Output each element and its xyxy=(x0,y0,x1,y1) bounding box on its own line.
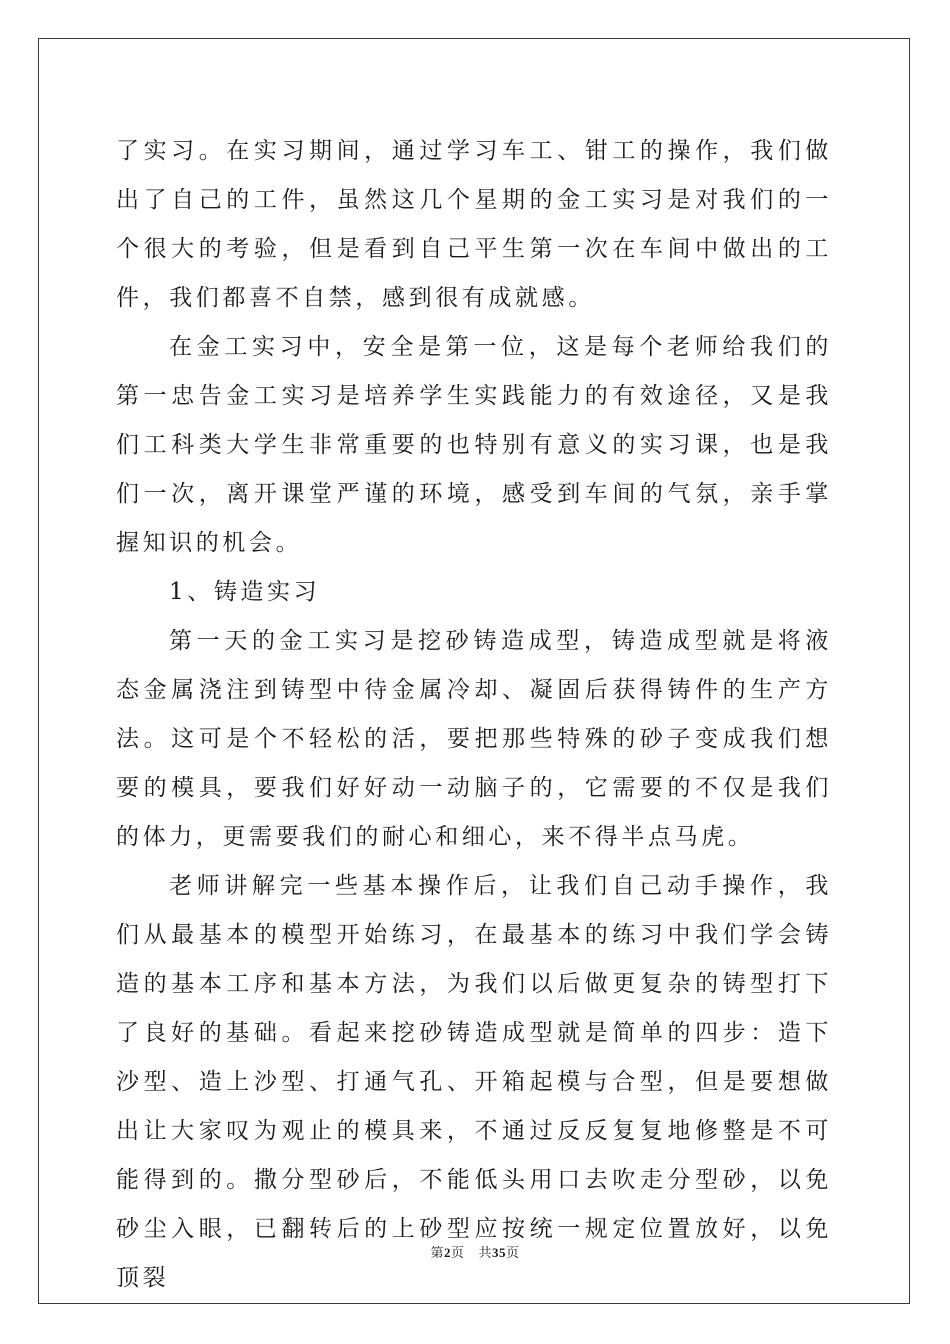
document-body xyxy=(116,127,832,1303)
total-prefix: 共 xyxy=(478,1246,493,1261)
page-number: 2 xyxy=(443,1245,451,1260)
total-suffix: 页 xyxy=(506,1246,520,1261)
section-heading-casting: 1、铸造实习 xyxy=(169,579,321,605)
page-suffix: 页 xyxy=(450,1246,465,1261)
paragraph-safety: 在金工实习中，安全是第一位，这是每个老师给我们的第一忠告金工实习是培养学生实践能力的有效途径，又是我们工科类大学生非常重要的也特别有意义的实习课，也是我们一次，离开课堂严谨的环境，感受到车间的气氛，亲手掌握知识的机会。 xyxy=(116,334,832,556)
page-footer xyxy=(0,1242,950,1261)
paragraph-practice: 老师讲解完一些基本操作后，让我们自己动手操作，我们从最基本的模型开始练习，在最基本的练习中我们学会铸造的基本工序和基本方法，为我们以后做更复杂的铸型打下了良好的基础。看起来挖砂铸造成型就是简单的四步：造下沙型、造上沙型、打通气孔、开箱起模与合型，但是要想做出让大家叹为观止的模具来，不通过反反复复地修整是不可能得到的。撒分型砂后，不能低头用口去吹走分型砂，以免砂尘入眼，已翻转后的上砂型应按统一规定位置放好，以免顶裂 xyxy=(116,873,832,1291)
total-pages: 35 xyxy=(492,1245,507,1260)
page-prefix: 第 xyxy=(430,1246,444,1261)
paragraph-first-day: 第一天的金工实习是挖砂铸造成型，铸造成型就是将液态金属浇注到铸型中待金属冷却、凝固后获得铸件的生产方法。这可是个不轻松的活，要把那些特殊的砂子变成我们想要的模具，要我们好好动一动脑子的，它需要的不仅是我们的体力，更需要我们的耐心和细心，来不得半点马虎。 xyxy=(116,628,832,850)
paragraph-continued: 了实习。在实习期间，通过学习车工、钳工的操作，我们做出了自己的工件，虽然这几个星期的金工实习是对我们的一个很大的考验，但是看到自己平生第一次在车间中做出的工件，我们都喜不自禁，感到很有成就感。 xyxy=(116,138,832,311)
